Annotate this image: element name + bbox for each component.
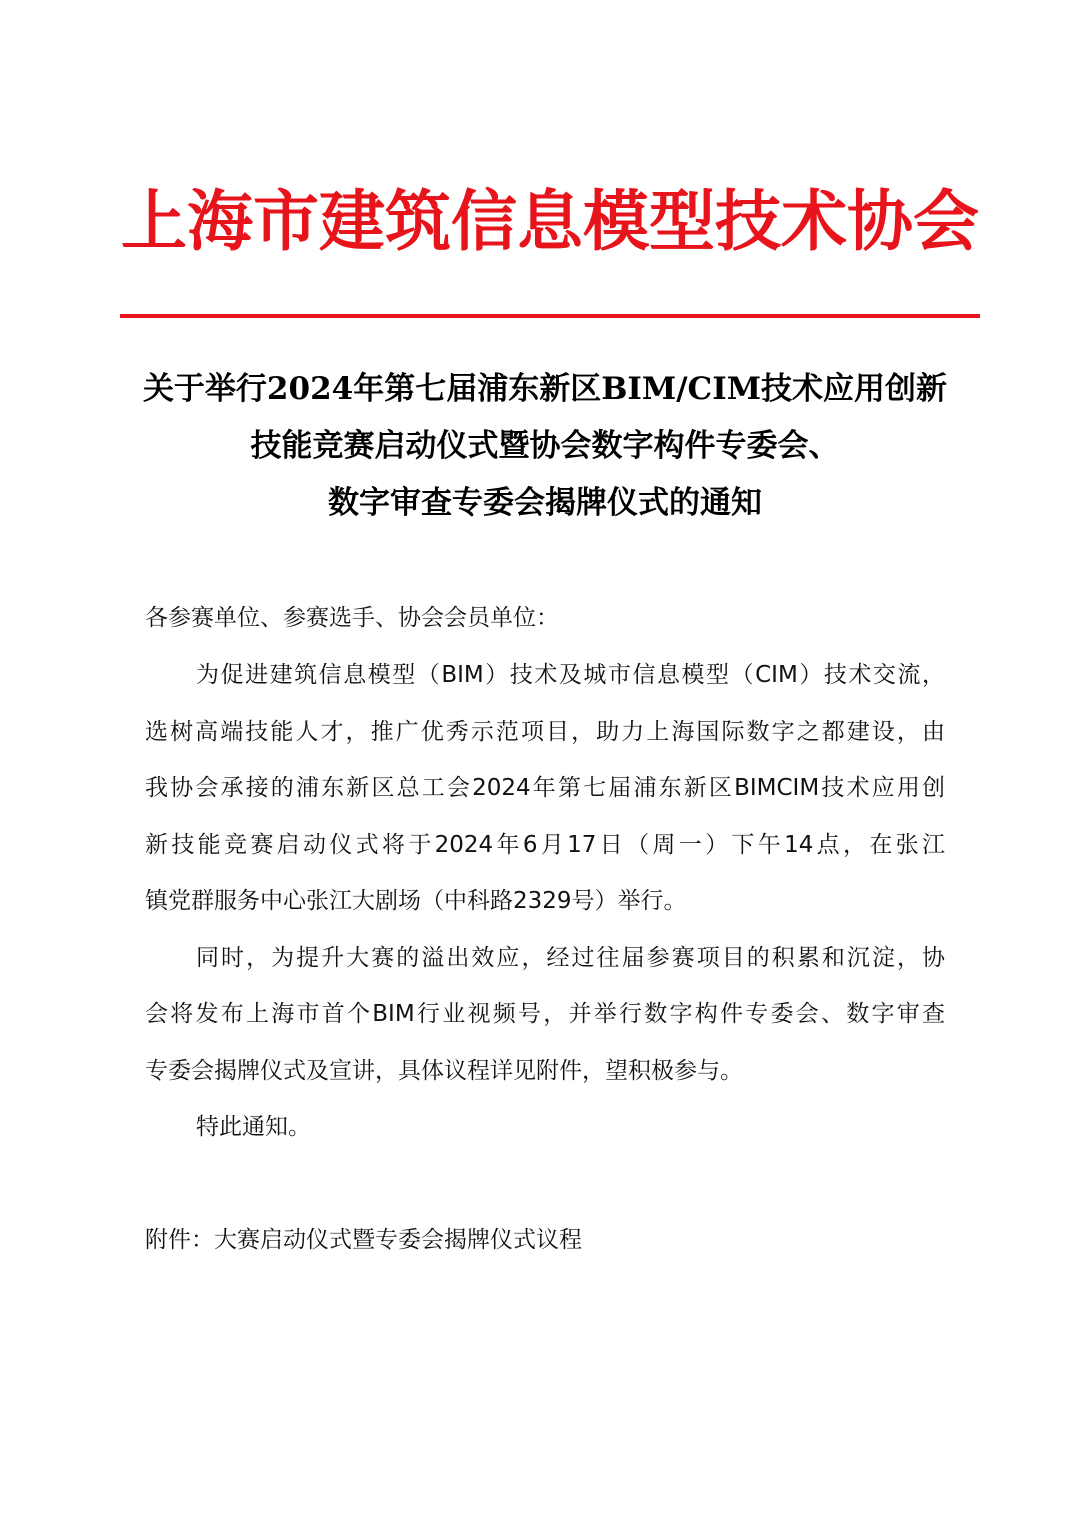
closing-remark: 特此通知。 [196,1114,311,1140]
paragraph-1-line-3: 我协会承接的浦东新区总工会2024年第七届浦东新区BIMCIM技术应用创 [145,775,945,801]
organization-name: 上海市建筑信息模型技术协会 [121,183,979,260]
document-title-line-3: 数字审查专委会揭牌仪式的通知 [328,485,762,521]
paragraph-1-line-5: 镇党群服务中心张江大剧场（中科路2329号）举行。 [145,888,687,914]
paragraph-2-line-2: 会将发布上海市首个BIM行业视频号，并举行数字构件专委会、数字审查 [145,1001,945,1027]
paragraph-1-line-1: 为促进建筑信息模型（BIM）技术及城市信息模型（CIM）技术交流， [196,662,945,688]
paragraph-2-line-1: 同时，为提升大赛的溢出效应，经过往届参赛项目的积累和沉淀，协 [196,945,945,971]
paragraph-1-line-2: 选树高端技能人才，推广优秀示范项目，助力上海国际数字之都建设，由 [145,719,945,745]
attachment-note: 附件：大赛启动仪式暨专委会揭牌仪式议程 [145,1227,582,1253]
salutation: 各参赛单位、参赛选手、协会会员单位： [145,605,559,631]
header-divider [120,314,980,318]
paragraph-2-line-3: 专委会揭牌仪式及宣讲，具体议程详见附件，望积极参与。 [145,1058,743,1084]
document-title-line-1: 关于举行2024年第七届浦东新区BIM/CIM技术应用创新 [142,371,948,407]
document-title-line-2: 技能竞赛启动仪式暨协会数字构件专委会、 [250,428,840,464]
paragraph-1-line-4: 新技能竞赛启动仪式将于2024年6月17日（周一）下午14点，在张江 [145,832,945,858]
